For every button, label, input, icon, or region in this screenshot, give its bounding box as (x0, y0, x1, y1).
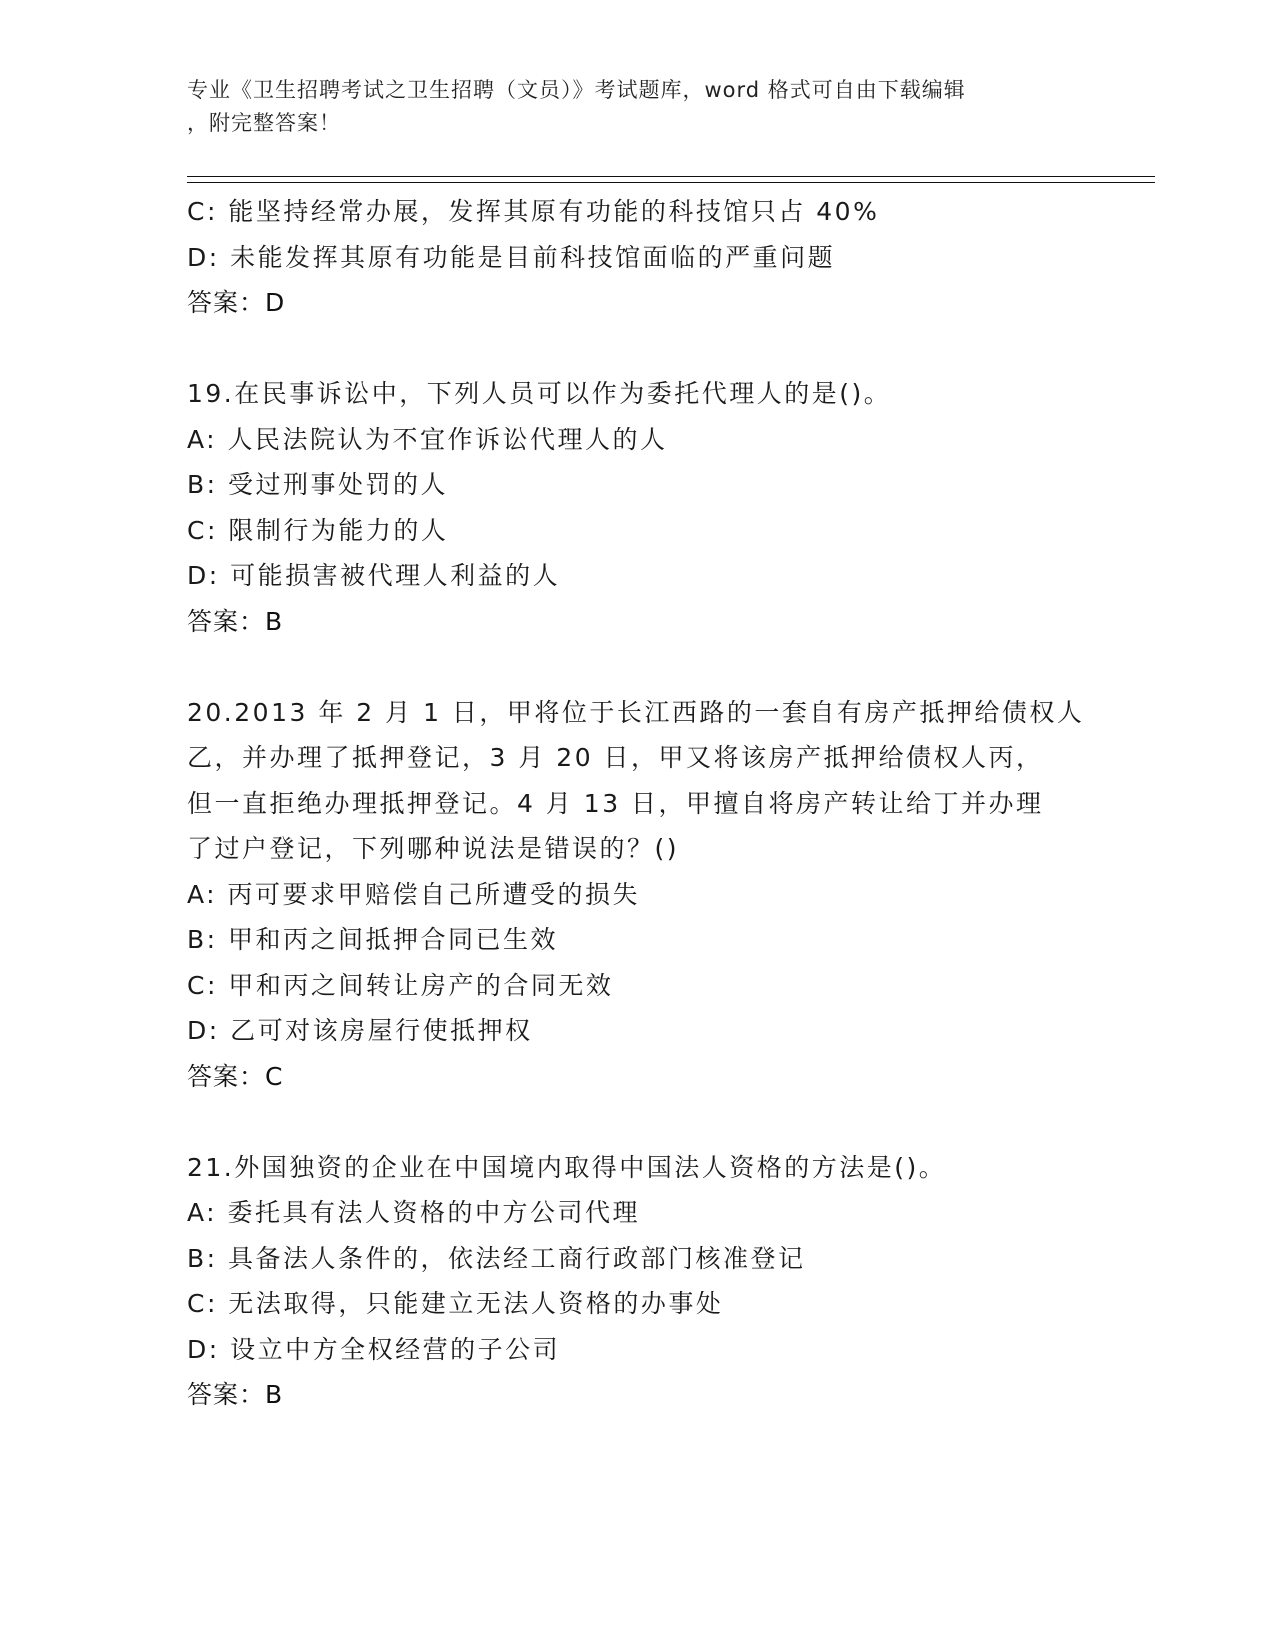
header-line-1: 专业《卫生招聘考试之卫生招聘（文员）》考试题库，word 格式可自由下载编辑 (187, 78, 966, 102)
option-c: C: 能坚持经常办展，发挥其原有功能的科技馆只占 40% (187, 197, 880, 226)
answer-label: 答案：D (187, 288, 286, 317)
option-a: A: 人民法院认为不宜作诉讼代理人的人 (187, 424, 668, 454)
option-d: D: 可能损害被代理人利益的人 (187, 561, 561, 590)
question-stem-line: 20.2013 年 2 月 1 日，甲将位于长江西路的一套自有房产抵押给债权人 (187, 697, 1085, 727)
option-a: A: 委托具有法人资格的中方公司代理 (187, 1198, 641, 1227)
option-d: D: 设立中方全权经营的子公司 (187, 1334, 561, 1364)
option-b: B: 甲和丙之间抵押合同已生效 (187, 925, 559, 954)
question-stem-line: 但一直拒绝办理抵押登记。4 月 13 日，甲擅自将房产转让给丁并办理 (187, 788, 1044, 818)
question-21 (187, 1145, 1087, 1418)
spacer (187, 1099, 1087, 1145)
question-stem: 21.外国独资的企业在中国境内取得中国法人资格的方法是()。 (187, 1152, 947, 1182)
option-b: B: 受过刑事处罚的人 (187, 470, 449, 499)
question-content (187, 189, 1087, 1418)
spacer (187, 326, 1087, 372)
question-19 (187, 371, 1087, 644)
option-c: C: 无法取得，只能建立无法人资格的办事处 (187, 1289, 724, 1318)
option-b: B: 具备法人条件的，依法经工商行政部门核准登记 (187, 1243, 806, 1273)
answer-label: 答案：B (187, 1380, 284, 1409)
page-header (187, 74, 1087, 140)
header-rule-bottom (187, 182, 1155, 183)
question-stem-line: 乙，并办理了抵押登记，3 月 20 日，甲又将该房产抵押给债权人丙， (187, 743, 1044, 772)
question-stem-line: 了过户登记，下列哪种说法是错误的？() (187, 834, 680, 863)
header-line-2: ，附完整答案！ (187, 111, 341, 135)
option-d: D: 未能发挥其原有功能是目前科技馆面临的严重问题 (187, 242, 836, 272)
answer-label: 答案：C (187, 1061, 284, 1091)
option-a: A: 丙可要求甲赔偿自己所遭受的损失 (187, 879, 641, 909)
option-c: C: 甲和丙之间转让房产的合同无效 (187, 970, 614, 1000)
option-c: C: 限制行为能力的人 (187, 515, 449, 545)
question-20 (187, 690, 1087, 1100)
answer-label: 答案：B (187, 606, 284, 636)
question-stem (187, 690, 1087, 872)
question-18-continuation (187, 189, 1087, 326)
option-d: D: 乙可对该房屋行使抵押权 (187, 1016, 533, 1045)
question-stem: 19.在民事诉讼中，下列人员可以作为委托代理人的是()。 (187, 379, 892, 408)
header-rule-top (187, 176, 1155, 177)
spacer (187, 644, 1087, 690)
